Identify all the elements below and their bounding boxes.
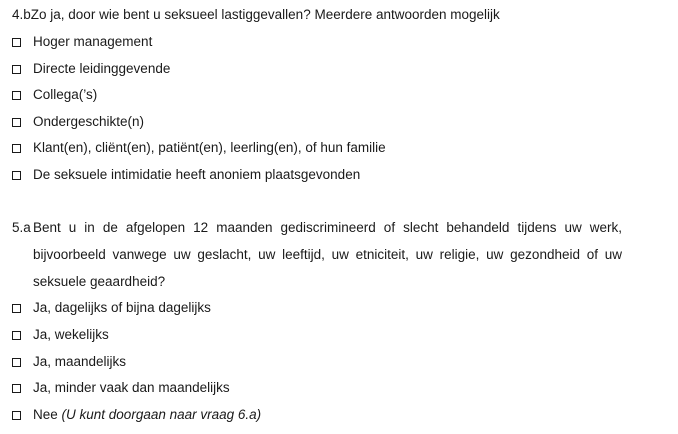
q4b-option-ondergeschikten[interactable] <box>12 113 144 131</box>
checkbox-icon[interactable] <box>12 118 21 127</box>
q4b-option-label: Directe leidinggevende <box>33 61 171 76</box>
checkbox-icon[interactable] <box>12 358 21 367</box>
q4b-option-directe-leidinggevende[interactable] <box>12 60 170 78</box>
q5a-option-label: Ja, wekelijks <box>33 327 109 342</box>
question-5a-number: 5.a <box>12 220 31 235</box>
q4b-option-label: Collega(’s) <box>33 87 98 102</box>
checkbox-icon[interactable] <box>12 304 21 313</box>
checkbox-icon[interactable] <box>12 65 21 74</box>
q4b-option-label: Klant(en), cliënt(en), patiënt(en), leerling(en), of hun familie <box>33 140 386 155</box>
q5a-option-label: Ja, minder vaak dan maandelijks <box>33 380 230 395</box>
question-5a-heading <box>12 214 622 295</box>
q4b-option-hoger-management[interactable] <box>12 33 152 51</box>
checkbox-icon[interactable] <box>12 171 21 180</box>
q5a-option-minder-vaak[interactable] <box>12 379 230 397</box>
q5a-option-nee-label: Nee <box>33 407 58 422</box>
question-4b-heading <box>12 6 500 24</box>
checkbox-icon[interactable] <box>12 384 21 393</box>
checkbox-icon[interactable] <box>12 331 21 340</box>
q5a-option-nee-note: (U kunt doorgaan naar vraag 6.a) <box>61 407 262 422</box>
q4b-option-klanten[interactable] <box>12 139 386 157</box>
q5a-option-wekelijks[interactable] <box>12 326 109 344</box>
q5a-option-dagelijks[interactable] <box>12 299 211 317</box>
q4b-option-label: Ondergeschikte(n) <box>33 114 145 129</box>
q4b-option-label: Hoger management <box>33 34 153 49</box>
q5a-option-nee[interactable] <box>12 406 261 424</box>
q5a-option-maandelijks[interactable] <box>12 353 126 371</box>
q5a-option-label <box>33 406 261 424</box>
q5a-option-label: Ja, maandelijks <box>33 354 127 369</box>
checkbox-icon[interactable] <box>12 91 21 100</box>
q4b-option-collegas[interactable] <box>12 86 97 104</box>
checkbox-icon[interactable] <box>12 411 21 420</box>
checkbox-icon[interactable] <box>12 38 21 47</box>
question-4b-text: Zo ja, door wie bent u seksueel lastiggevallen? Meerdere antwoorden mogelijk <box>30 7 500 22</box>
checkbox-icon[interactable] <box>12 144 21 153</box>
q4b-option-label: De seksuele intimidatie heeft anoniem plaatsgevonden <box>33 167 361 182</box>
q4b-option-anoniem[interactable] <box>12 166 360 184</box>
question-5a-text: Bent u in de afgelopen 12 maanden gediscrimineerd of slecht behandeld tijdens uw werk, bijvoorbeeld vanwege uw geslacht, uw leeftijd, uw etniciteit, uw religie, uw gezondheid of uw seksuele geaardheid? <box>33 220 622 289</box>
q5a-option-label: Ja, dagelijks of bijna dagelijks <box>33 300 211 315</box>
question-4b-number: 4.b <box>12 7 31 22</box>
